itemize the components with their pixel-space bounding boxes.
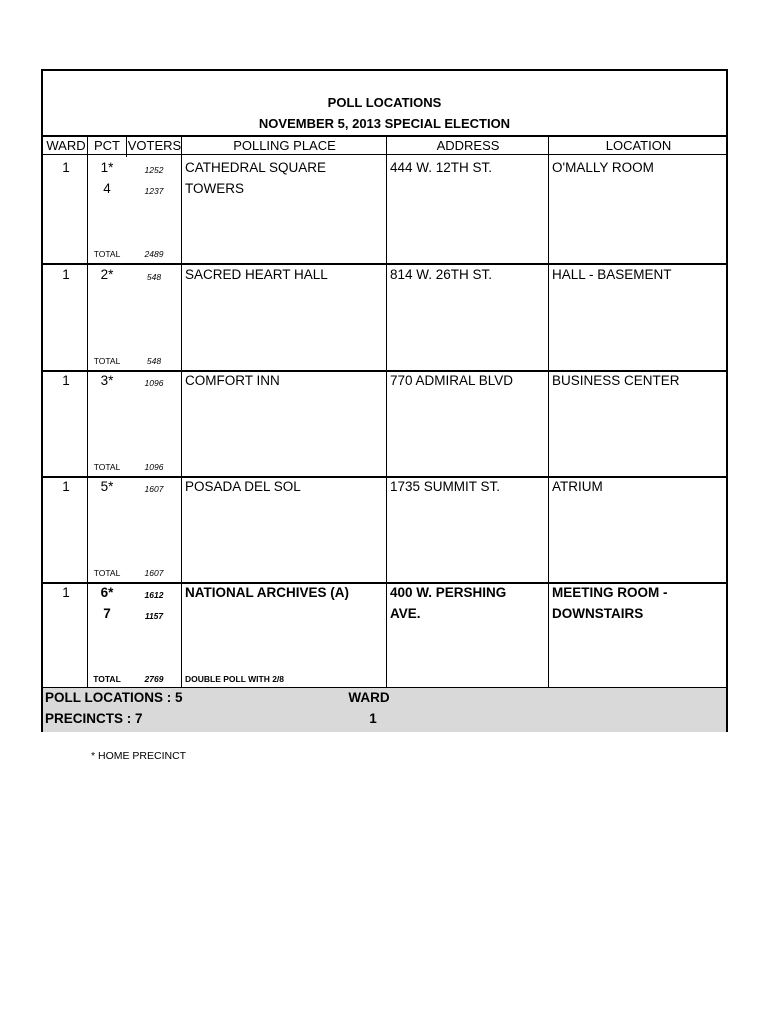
- header-voters: VOTERS: [127, 138, 182, 153]
- polling-place-cell: CATHEDRAL SQUARE: [185, 160, 327, 175]
- total-label: TOTAL: [93, 674, 121, 684]
- total-label: TOTAL: [93, 356, 121, 366]
- row-divider: [43, 476, 726, 478]
- col-divider: [181, 135, 182, 688]
- location-cell: MEETING ROOM -: [552, 585, 668, 600]
- col-divider: [87, 135, 88, 688]
- poll-locations-table: [41, 69, 728, 732]
- col-divider: [386, 135, 387, 688]
- pct-cell: 3*: [100, 373, 114, 388]
- col-divider: [126, 135, 127, 157]
- voters-cell: 1252: [144, 165, 164, 175]
- address-cell: 444 W. 12TH ST.: [390, 160, 493, 175]
- pct-cell: 5*: [100, 479, 114, 494]
- ward-cell: 1: [62, 267, 70, 282]
- table-title: POLL LOCATIONS: [327, 95, 442, 110]
- header-location: LOCATION: [605, 138, 672, 153]
- ward-cell: 1: [62, 479, 70, 494]
- pct-cell: 6*: [100, 585, 114, 600]
- address-cell: 814 W. 26TH ST.: [390, 267, 493, 282]
- voters-cell: 1607: [144, 484, 164, 494]
- location-cell: HALL - BASEMENT: [552, 267, 672, 282]
- address-cell: 400 W. PERSHING: [390, 585, 507, 600]
- total-label: TOTAL: [93, 568, 121, 578]
- voters-cell: 548: [146, 272, 162, 282]
- total-value: 1607: [144, 568, 164, 578]
- header-pct: PCT: [94, 138, 120, 153]
- header-polling-place: POLLING PLACE: [233, 138, 336, 153]
- polling-place-cell: SACRED HEART HALL: [185, 267, 328, 282]
- location-cell: O'MALLY ROOM: [552, 160, 654, 175]
- footer-ward-value: 1: [369, 711, 377, 726]
- ward-cell: 1: [62, 373, 70, 388]
- poll-locations-count: POLL LOCATIONS : 5: [45, 690, 183, 705]
- voters-cell: 1237: [144, 186, 164, 196]
- polling-place-cell: POSADA DEL SOL: [185, 479, 301, 494]
- address-cell: AVE.: [390, 606, 421, 621]
- col-divider: [548, 135, 549, 688]
- header-address: ADDRESS: [436, 138, 500, 153]
- ward-cell: 1: [62, 160, 70, 175]
- table-subtitle: NOVEMBER 5, 2013 SPECIAL ELECTION: [258, 116, 511, 131]
- header-top-rule: [43, 135, 726, 137]
- polling-place-cell: COMFORT INN: [185, 373, 280, 388]
- location-cell: DOWNSTAIRS: [552, 606, 644, 621]
- pct-cell: 1*: [100, 160, 114, 175]
- address-cell: 1735 SUMMIT ST.: [390, 479, 501, 494]
- ward-cell: 1: [62, 585, 70, 600]
- pct-cell: 4: [103, 181, 111, 196]
- total-value: 1096: [144, 462, 164, 472]
- location-cell: BUSINESS CENTER: [552, 373, 680, 388]
- row-note: DOUBLE POLL WITH 2/8: [185, 674, 285, 684]
- footnote: * HOME PRECINCT: [91, 750, 187, 762]
- voters-cell: 1612: [144, 590, 164, 600]
- header-ward: WARD: [46, 138, 86, 153]
- polling-place-cell: TOWERS: [185, 181, 245, 196]
- location-cell: ATRIUM: [552, 479, 603, 494]
- total-label: TOTAL: [93, 249, 121, 259]
- polling-place-cell: NATIONAL ARCHIVES (A): [185, 585, 349, 600]
- pct-cell: 2*: [100, 267, 114, 282]
- row-divider: [43, 582, 726, 584]
- voters-cell: 1157: [144, 611, 164, 621]
- header-bottom-rule: [43, 154, 726, 155]
- address-cell: 770 ADMIRAL BLVD: [390, 373, 514, 388]
- pct-cell: 7: [103, 606, 111, 621]
- voters-cell: 1096: [144, 378, 164, 388]
- total-value: 2489: [144, 249, 164, 259]
- total-value: 548: [146, 356, 162, 366]
- total-value: 2769: [144, 674, 164, 684]
- row-divider: [43, 263, 726, 265]
- summary-footer: [43, 688, 726, 732]
- footer-ward-label: WARD: [348, 690, 390, 705]
- total-label: TOTAL: [93, 462, 121, 472]
- precincts-count: PRECINCTS : 7: [45, 711, 143, 726]
- row-divider: [43, 370, 726, 372]
